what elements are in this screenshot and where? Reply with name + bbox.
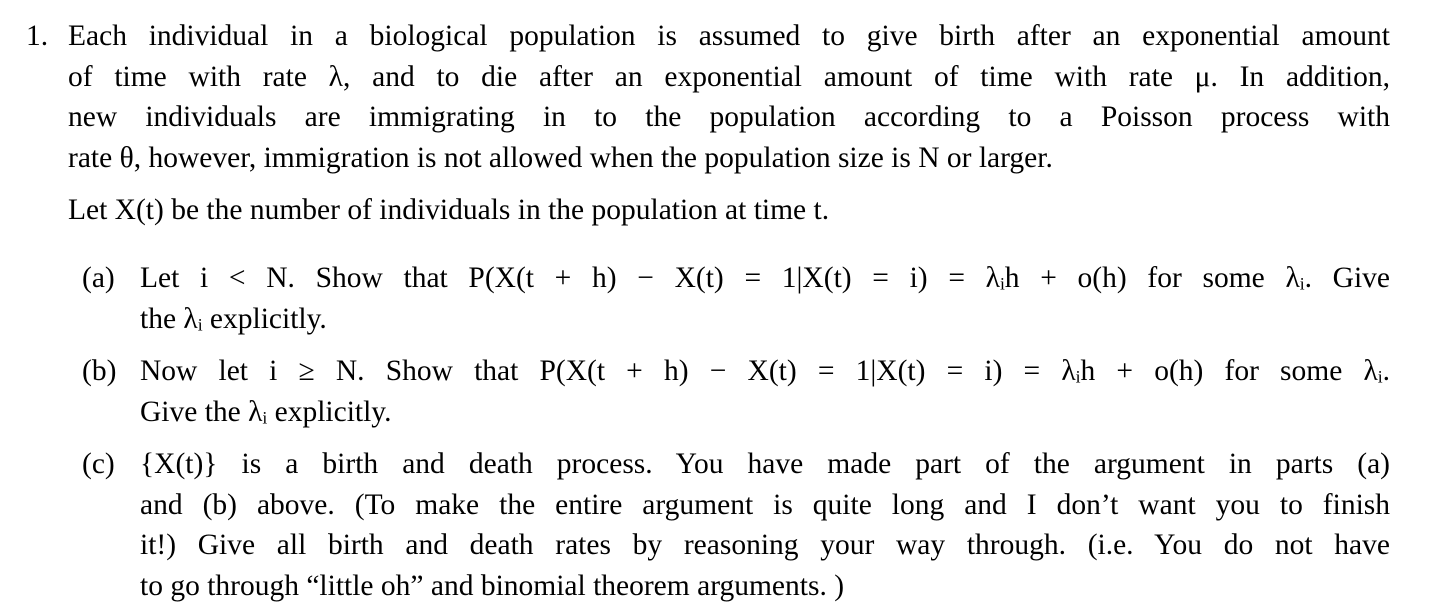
part-line: Let i < N. Show that P(X(t + h) − X(t) = 1|X(t) = i) = λᵢh + o(h) for some λᵢ. Give: [140, 262, 1390, 294]
problem-number: 1.: [26, 20, 49, 52]
statement-line: Each individual in a biological population is assumed to give birth after an exponential amount: [68, 20, 1390, 52]
part-body: [140, 351, 1390, 432]
statement-line: of time with rate λ, and to die after an exponential amount of time with rate μ. In addition,: [68, 60, 1390, 93]
part-body: [140, 258, 1390, 339]
statement-line: new individuals are immigrating in to the population according to a Poisson process with: [68, 101, 1390, 134]
part-label: (b): [82, 355, 117, 387]
part-line: {X(t)} is a birth and death process. You have made part of the argument in parts (a): [140, 448, 1390, 480]
part-line: it!) Give all birth and death rates by reasoning your way through. (i.e. You do not have: [140, 529, 1390, 562]
part-line: and (b) above. (To make the entire argument is quite long and I don’t want you to finish: [140, 488, 1390, 521]
part-line: Give the λᵢ explicitly.: [140, 395, 392, 428]
part-label: (a): [82, 262, 115, 294]
part-body: [140, 444, 1390, 606]
problem-statement: [68, 16, 1390, 178]
part-line: Now let i ≥ N. Show that P(X(t + h) − X(t) = 1|X(t) = i) = λᵢh + o(h) for some λᵢ.: [140, 355, 1390, 387]
part-line: the λᵢ explicitly.: [140, 302, 327, 335]
part-label: (c): [82, 448, 115, 480]
part-line: to go through “little oh” and binomial theorem arguments. ): [140, 569, 845, 602]
statement-line: rate θ, however, immigration is not allowed when the population size is N or larger.: [68, 141, 1053, 174]
definition-line: Let X(t) be the number of individuals in the population at time t.: [68, 194, 830, 226]
